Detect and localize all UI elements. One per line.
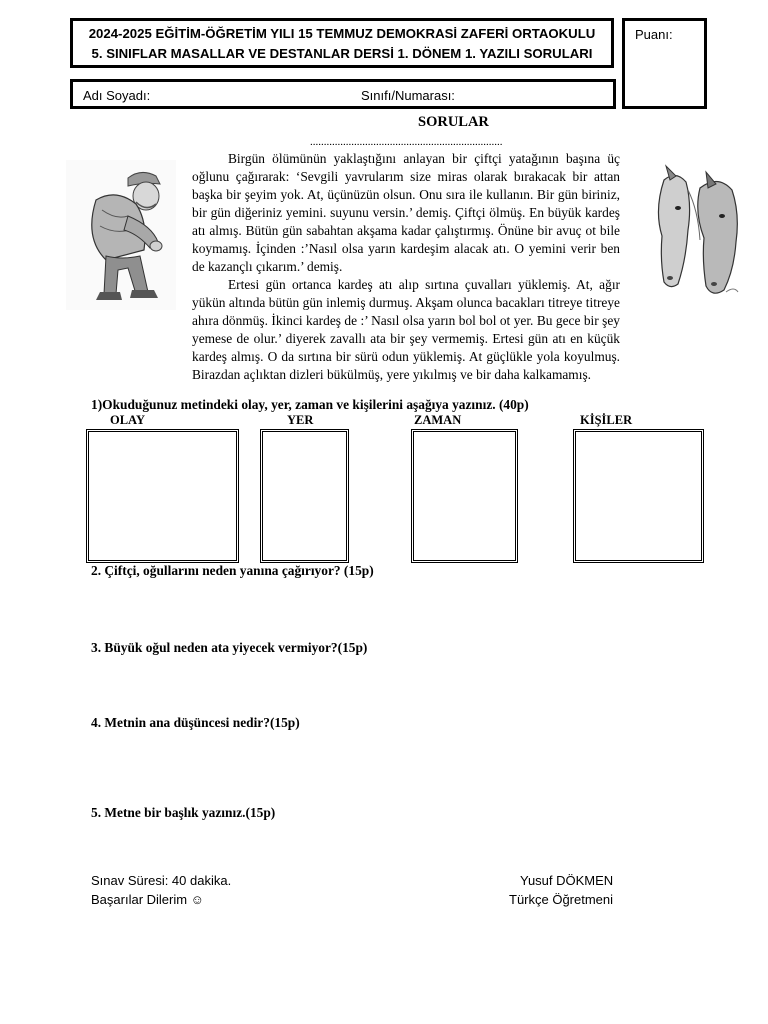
class-number-label: Sınıfı/Numarası: bbox=[361, 88, 455, 103]
column-label-zaman: ZAMAN bbox=[414, 413, 462, 427]
exam-duration: Sınav Süresi: 40 dakika. bbox=[91, 873, 232, 888]
exam-header bbox=[70, 18, 614, 68]
question-5: 5. Metne bir başlık yazınız.(15p) bbox=[91, 805, 276, 820]
score-label: Puanı: bbox=[635, 27, 673, 42]
answer-box-zaman[interactable] bbox=[411, 429, 518, 563]
answer-box-kisiler[interactable] bbox=[573, 429, 704, 563]
section-title: SORULAR bbox=[418, 114, 489, 130]
score-box bbox=[622, 18, 707, 109]
story-paragraph-1: Birgün ölümünün yaklaştığını anlayan bir çiftçi yatağının başına üç oğlunu çağırarak: ‘Sevgili yavrularım size miras olarak bırakacak bir attan başka bir şeyim yok. At, üçünüzün olsun. Onu sıra ile kullanın. Bir gün biriniz, bir gün diğeriniz yemini. suyunu versin.’ demiş. Çiftçi ölmüş. En büyük kardeş atı almış. Bütün gün sabahtan akşama kadar çalıştırmış. Önüne bir avuç ot bile koymamış. İçinden :’Nasıl olsa yarın kardeşim alacak atı. O yemini verir ben de kazançlı çıkarım.’ demiş. bbox=[192, 151, 620, 274]
name-label: Adı Soyadı: bbox=[83, 88, 151, 103]
farmer-illustration bbox=[66, 160, 176, 310]
student-info-box bbox=[70, 79, 616, 109]
column-label-kisiler: KİŞİLER bbox=[580, 413, 633, 427]
question-2: 2. Çiftçi, oğullarını neden yanına çağırıyor? (15p) bbox=[91, 563, 374, 578]
column-label-olay: OLAY bbox=[110, 413, 145, 427]
teacher-name: Yusuf DÖKMEN bbox=[520, 873, 614, 888]
answer-box-yer[interactable] bbox=[260, 429, 349, 563]
horses-illustration bbox=[642, 160, 748, 305]
column-label-yer: YER bbox=[287, 413, 314, 427]
story-paragraph-2: Ertesi gün ortanca kardeş atı alıp sırtına çuvalları yüklemiş. At, ağır yükün altında bütün gün inlemiş durmuş. Akşam olunca bacakları titreye titreye ahıra dönmüş. İkinci kardeş de :’ Nasıl olsa yarın bol bol ot yer. Bu gece bir şey yemese de olur.’ diyerek zavallı ata bir şey vermemiş. Ertesi gün atı en küçük kardeş almış. O da sırtına bir sürü odun yüklemiş. At güçlükle yola koyulmuş. Birazdan açlıktan dizleri bükülmüş, yere yıkılmış ve bir daha kalkamamış. bbox=[192, 277, 620, 382]
answer-box-olay[interactable] bbox=[86, 429, 239, 563]
teacher-title: Türkçe Öğretmeni bbox=[509, 892, 614, 907]
question-3: 3. Büyük oğul neden ata yiyecek vermiyor?(15p) bbox=[91, 640, 368, 655]
header-title-line2: 5. SINIFLAR MASALLAR VE DESTANLAR DERSİ 1. DÖNEM 1. YAZILI SORULARI bbox=[91, 46, 593, 61]
dotted-separator: ...................................................................... bbox=[310, 136, 503, 148]
question-1: 1)Okuduğunuz metindeki olay, yer, zaman ve kişilerini aşağıya yazınız. (40p) bbox=[91, 397, 529, 412]
story-text bbox=[192, 150, 620, 384]
header-title-line1: 2024-2025 EĞİTİM-ÖĞRETİM YILI 15 TEMMUZ DEMOKRASİ ZAFERİ ORTAOKULU bbox=[88, 26, 596, 41]
question-4: 4. Metnin ana düşüncesi nedir?(15p) bbox=[91, 715, 300, 730]
good-luck-message: Başarılar Dilerim ☺ bbox=[91, 892, 204, 907]
